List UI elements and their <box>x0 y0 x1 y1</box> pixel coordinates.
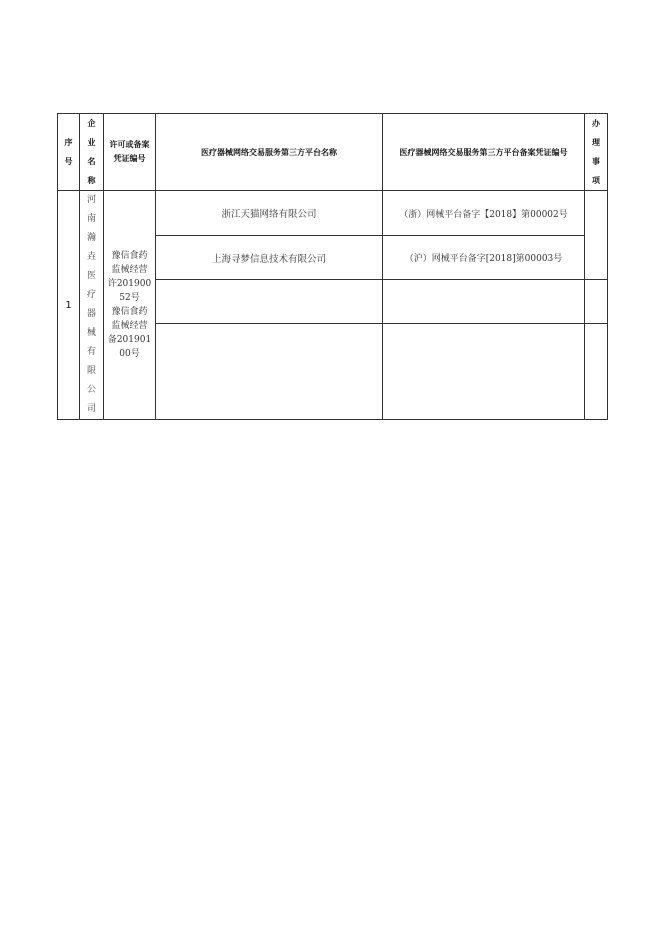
matter-cell-2 <box>585 280 608 324</box>
platform-record-2: （沪）网械平台备字[2018]第00003号 <box>383 236 585 280</box>
platform-name-3 <box>156 280 383 324</box>
matter-cell-3 <box>585 324 608 420</box>
table-row <box>58 191 608 236</box>
header-platform-name: 医疗器械网络交易服务第三方平台名称 <box>156 114 383 191</box>
platform-name-2: 上海寻梦信息技术有限公司 <box>156 236 383 280</box>
filing-table <box>57 113 608 420</box>
license-number-2: 豫信食药监械经营备20190100号 <box>107 307 152 359</box>
company-name: 河南瀚垚医疗器械有限公司 <box>80 191 104 420</box>
platform-name-4 <box>156 324 383 420</box>
row-seq: 1 <box>58 191 80 420</box>
platform-record-1: （浙）网械平台备字【2018】第00002号 <box>383 191 585 236</box>
platform-record-4 <box>383 324 585 420</box>
license-number-1: 豫信食药监械经营许20190052号 <box>107 251 152 303</box>
header-license: 许可或备案凭证编号 <box>104 114 156 191</box>
header-platform-record: 医疗器械网络交易服务第三方平台备案凭证编号 <box>383 114 585 191</box>
platform-name-1: 浙江天猫网络有限公司 <box>156 191 383 236</box>
matter-cell-1 <box>585 191 608 280</box>
header-matter: 办理事项 <box>585 114 608 191</box>
header-company: 企业名称 <box>80 114 104 191</box>
header-row <box>58 114 608 191</box>
license-numbers <box>104 191 156 420</box>
platform-record-3 <box>383 280 585 324</box>
header-seq: 序号 <box>58 114 80 191</box>
